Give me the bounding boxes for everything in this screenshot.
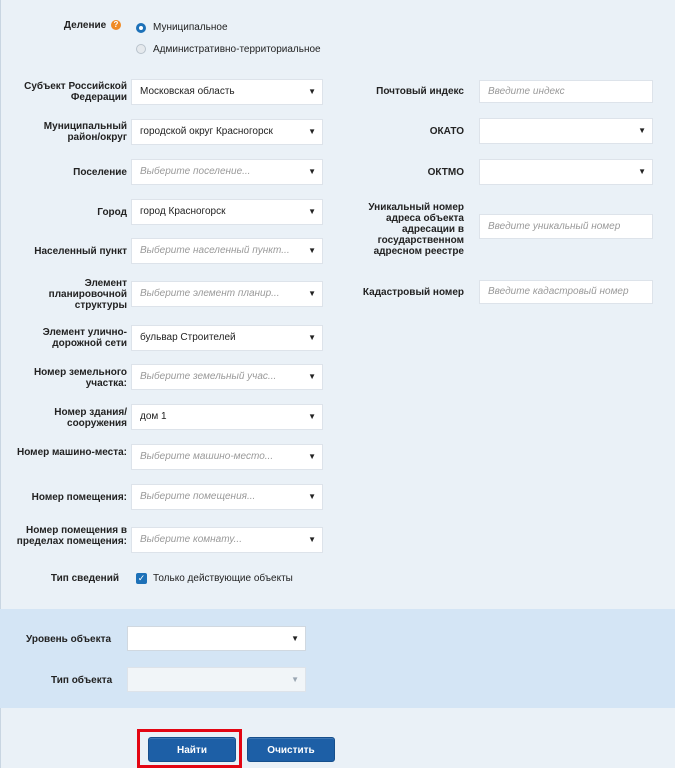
field-label-street: Элемент улично-дорожной сети	[42, 327, 127, 349]
field-label-building: Номер здания/ сооружения	[54, 407, 127, 429]
radio-administrative-label[interactable]: Административно-территориальное	[153, 44, 321, 55]
info-type-label: Тип сведений	[50, 573, 119, 584]
room-placeholder: Выберите помещения...	[140, 491, 256, 502]
district-value: городской округ Красногорск	[140, 126, 273, 137]
room-select[interactable]	[131, 484, 323, 510]
cadastral-placeholder: Введите кадастровый номер	[488, 286, 629, 297]
subject-select[interactable]	[131, 79, 323, 105]
settlement-select[interactable]	[131, 159, 323, 185]
settlement-placeholder: Выберите поселение...	[140, 166, 251, 177]
field-label-sub-room: Номер помещения в пределах помещения:	[16, 525, 127, 547]
object-filter-panel	[0, 609, 675, 708]
unique-number-label: Уникальный номер адреса объекта адресации в государственном адресном реестре	[368, 202, 464, 257]
postal-input[interactable]	[479, 80, 653, 103]
clear-button[interactable]: Очистить	[247, 737, 335, 762]
active-objects-checkbox[interactable]	[136, 573, 147, 584]
info-icon[interactable]: ?	[111, 20, 121, 30]
locality-select[interactable]	[131, 238, 323, 264]
chevron-down-icon: ▼	[638, 167, 646, 176]
chevron-down-icon: ▼	[308, 535, 316, 544]
radio-municipal-label[interactable]: Муниципальное	[153, 22, 228, 33]
unique-number-input[interactable]	[479, 214, 653, 239]
land-plot-select[interactable]	[131, 364, 323, 390]
chevron-down-icon: ▼	[308, 372, 316, 381]
okato-select[interactable]	[479, 118, 653, 144]
chevron-down-icon: ▼	[308, 492, 316, 501]
chevron-down-icon: ▼	[308, 87, 316, 96]
radio-municipal[interactable]	[136, 23, 146, 33]
parking-select[interactable]	[131, 444, 323, 470]
chevron-down-icon: ▼	[308, 333, 316, 342]
chevron-down-icon: ▼	[308, 246, 316, 255]
object-level-label: Уровень объекта	[26, 634, 112, 645]
planning-element-select[interactable]	[131, 281, 323, 307]
division-label	[41, 20, 121, 31]
field-label-district: Муниципальный район/округ	[43, 121, 127, 143]
chevron-down-icon: ▼	[291, 675, 299, 684]
field-label-room: Номер помещения:	[31, 492, 127, 503]
field-label-subject: Субъект Российской Федерации	[24, 81, 127, 103]
field-label-city: Город	[97, 207, 127, 218]
subject-value: Московская область	[140, 86, 235, 97]
field-label-parking: Номер машино-места:	[16, 447, 127, 458]
object-type-label: Тип объекта	[51, 675, 113, 686]
chevron-down-icon: ▼	[308, 289, 316, 298]
cadastral-label: Кадастровый номер	[362, 287, 464, 298]
building-select[interactable]	[131, 404, 323, 430]
chevron-down-icon: ▼	[308, 452, 316, 461]
street-value: бульвар Строителей	[140, 332, 236, 343]
chevron-down-icon: ▼	[291, 634, 299, 643]
city-value: город Красногорск	[140, 206, 226, 217]
field-label-settlement: Поселение	[73, 167, 127, 178]
check-icon: ✓	[137, 573, 146, 583]
field-label-planning-element: Элемент планировочной структуры	[48, 278, 127, 311]
active-objects-label[interactable]: Только действующие объекты	[153, 573, 293, 584]
sub-room-placeholder: Выберите комнату...	[140, 534, 242, 545]
chevron-down-icon: ▼	[308, 207, 316, 216]
cadastral-input[interactable]	[479, 280, 653, 304]
chevron-down-icon: ▼	[308, 167, 316, 176]
object-type-select[interactable]	[127, 667, 306, 692]
find-button[interactable]: Найти	[148, 737, 236, 762]
object-level-select[interactable]	[127, 626, 306, 651]
unique-number-placeholder: Введите уникальный номер	[488, 221, 621, 232]
city-select[interactable]	[131, 199, 323, 225]
field-label-locality: Населенный пункт	[34, 246, 127, 257]
building-value: дом 1	[140, 411, 167, 422]
division-label-text: Деление	[63, 20, 107, 31]
radio-administrative[interactable]	[136, 44, 146, 54]
field-label-land-plot: Номер земельного участка:	[33, 367, 127, 389]
oktmo-label: ОКТМО	[427, 167, 464, 178]
postal-placeholder: Введите индекс	[488, 86, 565, 97]
postal-label: Почтовый индекс	[376, 86, 464, 97]
land-plot-placeholder: Выберите земельный учас...	[140, 371, 277, 382]
okato-label: ОКАТО	[429, 126, 464, 137]
planning-element-placeholder: Выберите элемент планир...	[140, 288, 280, 299]
sub-room-select[interactable]	[131, 527, 323, 553]
parking-placeholder: Выберите машино-место...	[140, 451, 274, 462]
chevron-down-icon: ▼	[638, 126, 646, 135]
street-select[interactable]	[131, 325, 323, 351]
chevron-down-icon: ▼	[308, 412, 316, 421]
district-select[interactable]	[131, 119, 323, 145]
oktmo-select[interactable]	[479, 159, 653, 185]
chevron-down-icon: ▼	[308, 127, 316, 136]
locality-placeholder: Выберите населенный пункт...	[140, 245, 290, 256]
